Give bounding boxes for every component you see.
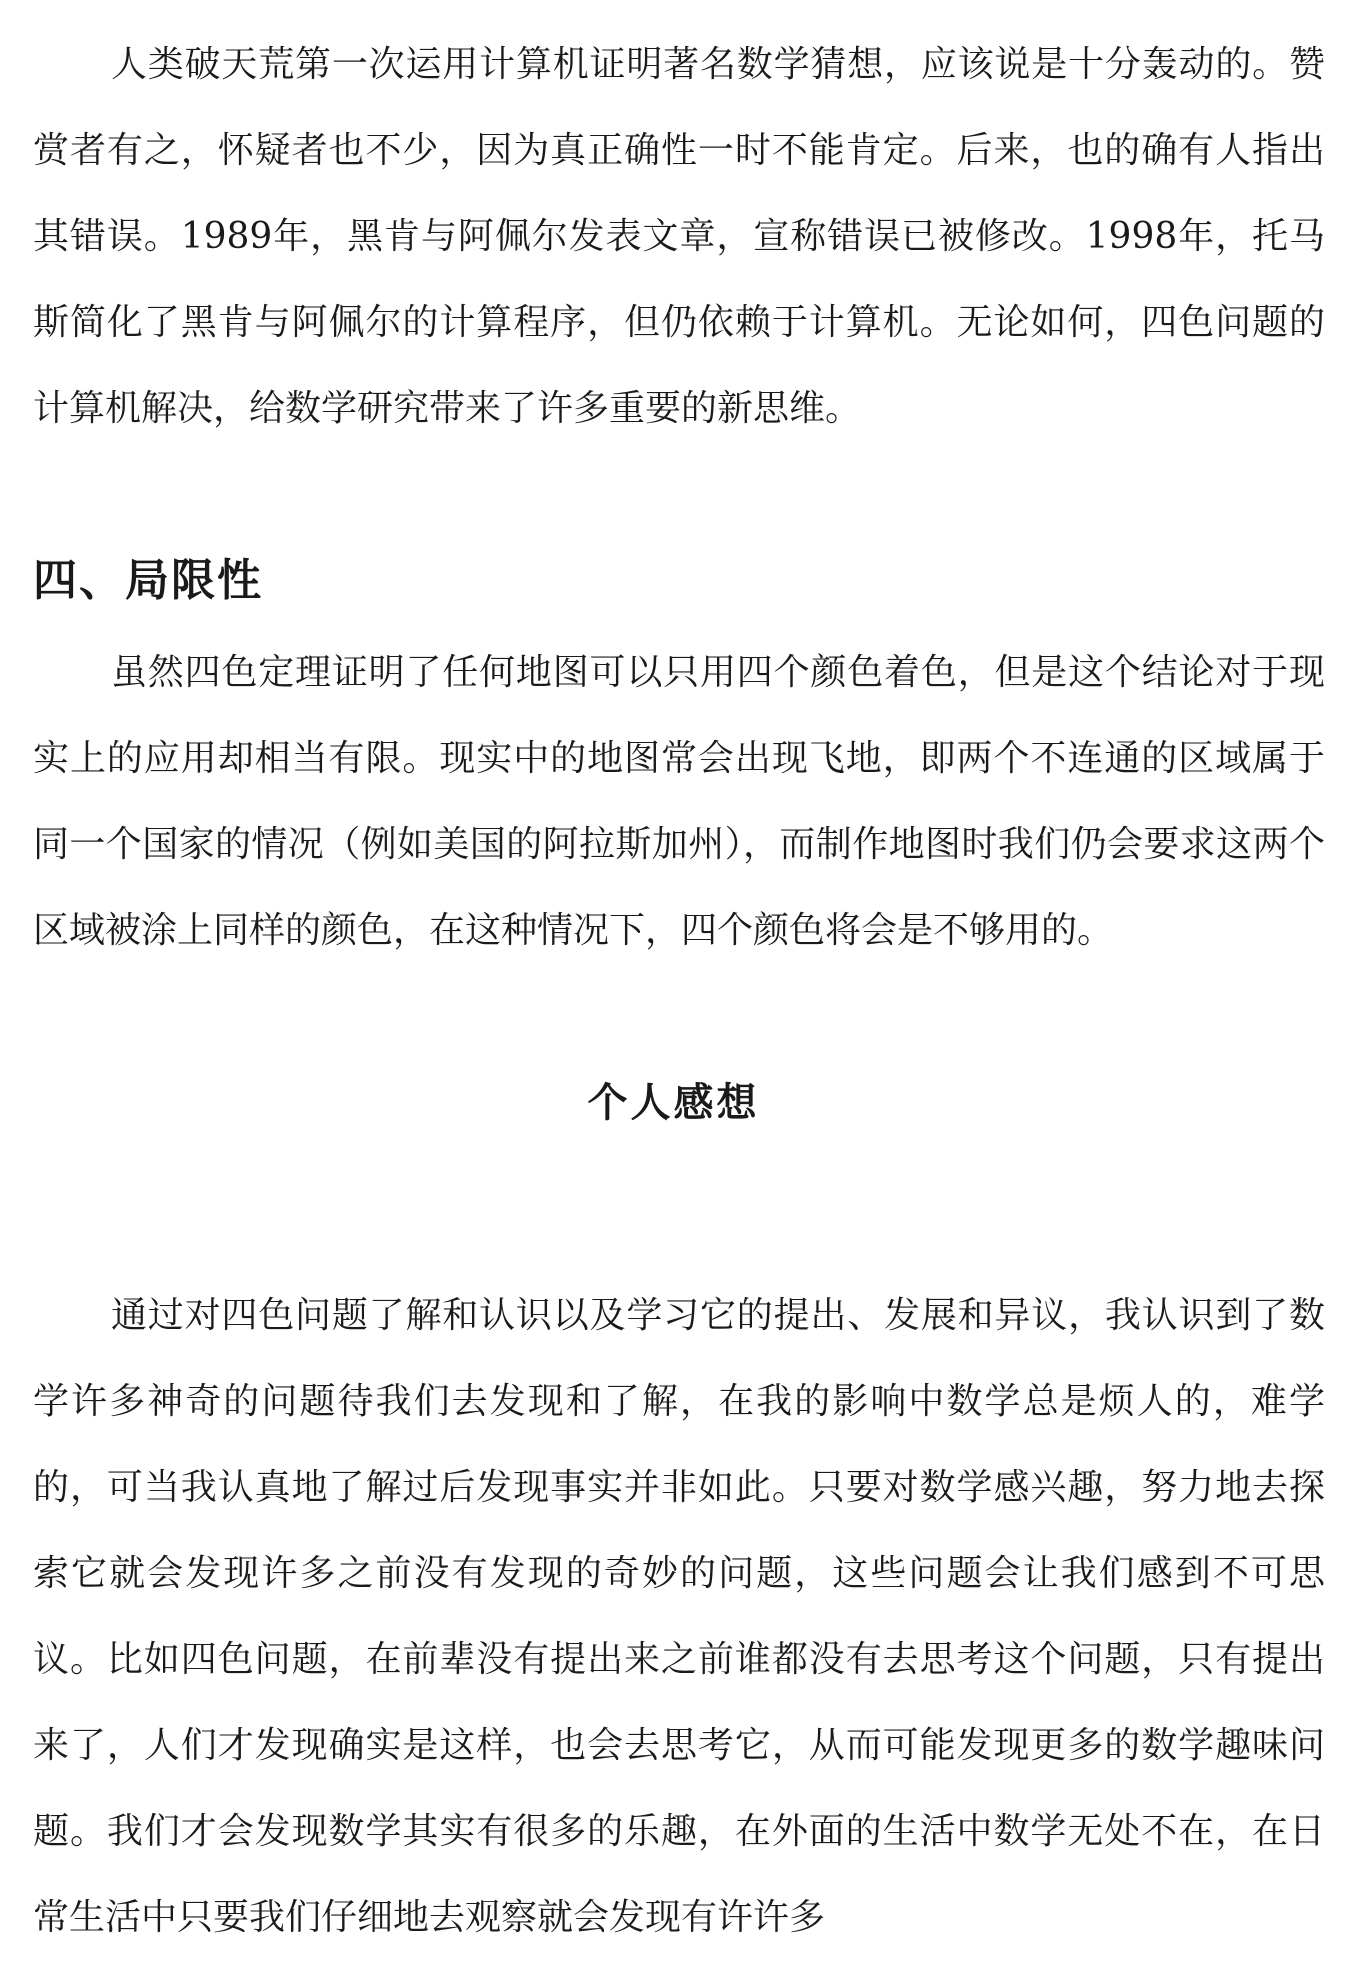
section-heading-limitations: 四、局限性	[33, 555, 263, 606]
body-paragraph-reflection: 通过对四色问题了解和认识以及学习它的提出、发展和异议，我认识到了数学许多神奇的问题待我们去发现和了解，在我的影响中数学总是烦人的，难学的，可当我认真地了解过后发现事实并非如此。只要对数学感兴趣，努力地去探索它就会发现许多之前没有发现的奇妙的问题，这些问题会让我们感到不可思议。比如四色问题，在前辈没有提出来之前谁都没有去思考这个问题，只有提出来了，人们才发现确实是这样，也会去思考它，从而可能发现更多的数学趣味问题。我们才会发现数学其实有很多的乐趣，在外面的生活中数学无处不在，在日常生活中只要我们仔细地去观察就会发现有许许多	[33, 1295, 1325, 1938]
body-paragraph-limitations: 虽然四色定理证明了任何地图可以只用四个颜色着色，但是这个结论对于现实上的应用却相当有限。现实中的地图常会出现飞地，即两个不连通的区域属于同一个国家的情况（例如美国的阿拉斯加州），而制作地图时我们仍会要求这两个区域被涂上同样的颜色，在这种情况下，四个颜色将会是不够用的。	[33, 652, 1325, 951]
personal-reflection-title: 个人感想	[587, 1079, 760, 1126]
body-paragraph-history: 人类破天荒第一次运用计算机证明著名数学猜想，应该说是十分轰动的。赞赏者有之，怀疑者也不少，因为真正确性一时不能肯定。后来，也的确有人指出其错误。1989年，黑肯与阿佩尔发表文章，宣称错误已被修改。1998年，托马斯简化了黑肯与阿佩尔的计算程序，但仍依赖于计算机。无论如何，四色问题的计算机解决，给数学研究带来了许多重要的新思维。	[33, 44, 1325, 429]
